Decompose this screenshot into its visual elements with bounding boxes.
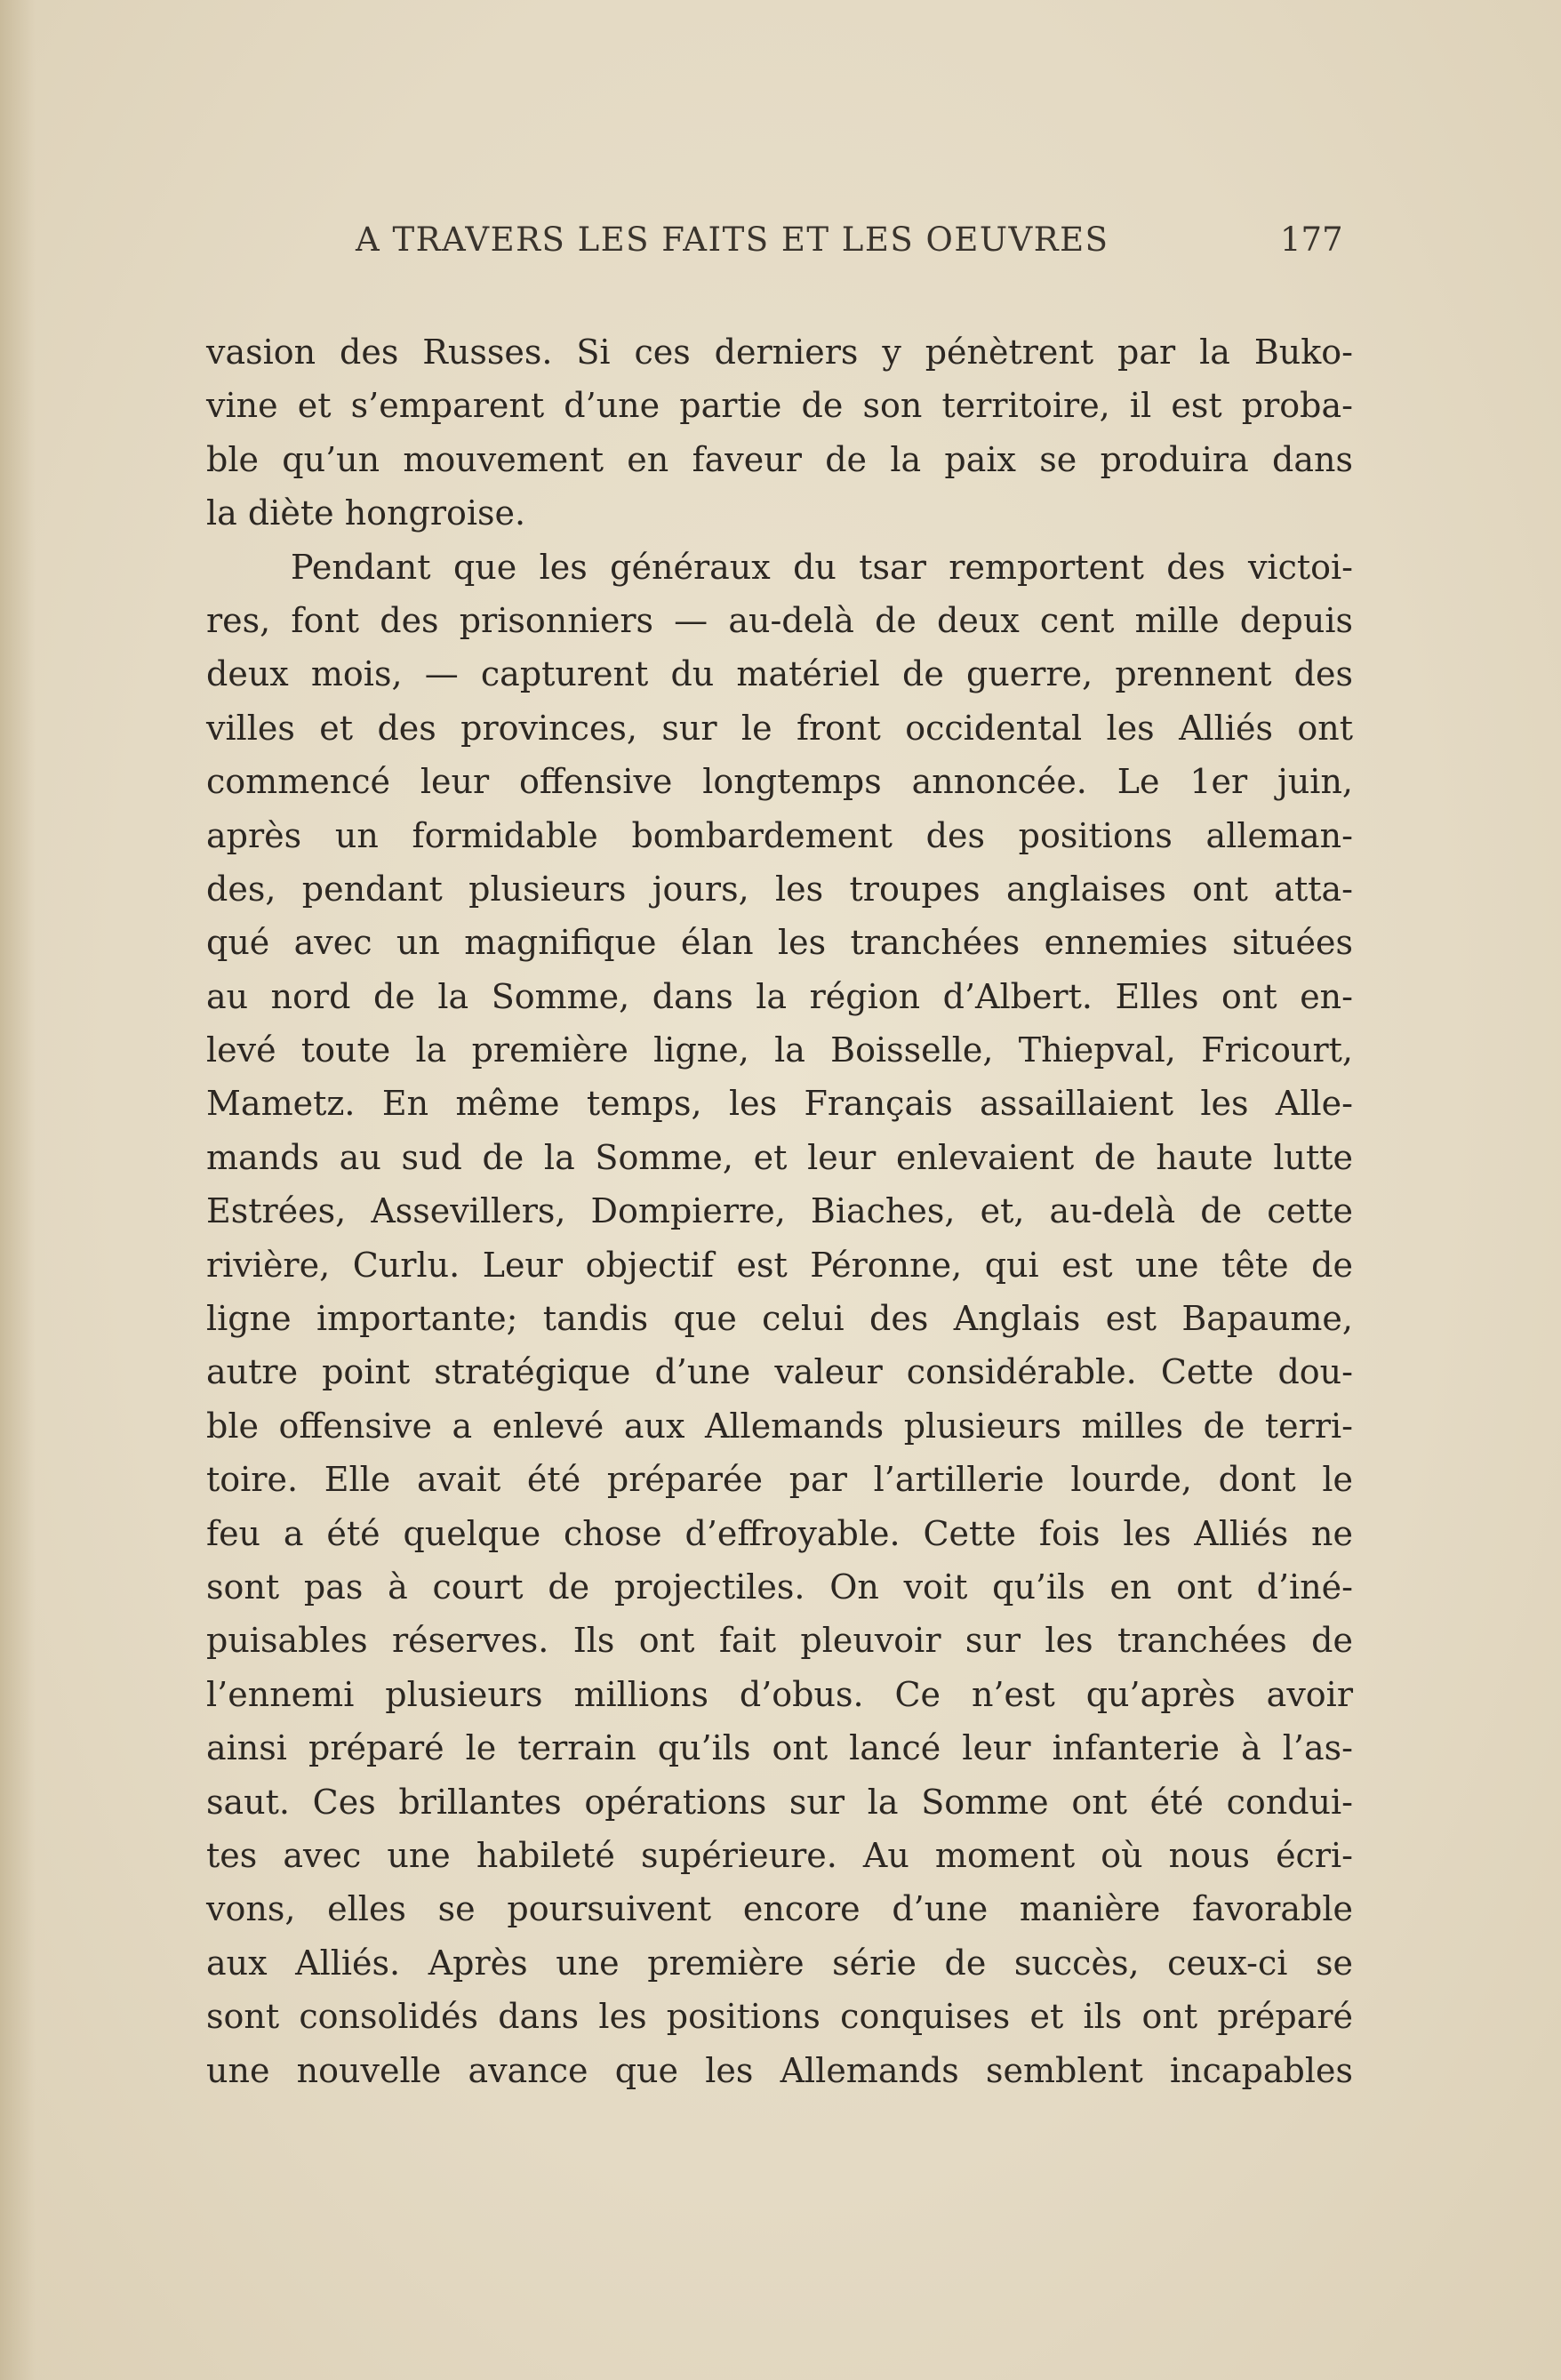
text-line: qué avec un magnifique élan les tranchées ennemies situées: [206, 923, 1353, 963]
text-line: toire. Elle avait été préparée par l’artillerie lourde, dont le: [206, 1460, 1353, 1500]
text-line: l’ennemi plusieurs millions d’obus. Ce n’est qu’après avoir: [206, 1674, 1353, 1714]
text-line: rivière, Curlu. Leur objectif est Péronne, qui est une tête de: [206, 1245, 1353, 1285]
text-line: commencé leur offensive longtemps annoncée. Le 1er juin,: [206, 762, 1353, 802]
text-line: ainsi préparé le terrain qu’ils ont lancé leur infanterie à l’as-: [206, 1728, 1353, 1768]
text-line: une nouvelle avance que les Allemands semblent incapables: [206, 2050, 1353, 2090]
text-line: vasion des Russes. Si ces derniers y pénètrent par la Buko-: [206, 333, 1353, 372]
text-line: saut. Ces brillantes opérations sur la Somme ont été condui-: [206, 1782, 1353, 1822]
text-line: villes et des provinces, sur le front occidental les Alliés ont: [206, 708, 1353, 748]
text-line-paragraph-start: Pendant que les généraux du tsar remportent des victoi-: [291, 547, 1353, 587]
text-line: aux Alliés. Après une première série de succès, ceux-ci se: [206, 1943, 1353, 1983]
text-line: Estrées, Assevillers, Dompierre, Biaches, et, au-delà de cette: [206, 1191, 1353, 1231]
text-line: après un formidable bombardement des positions alleman-: [206, 815, 1353, 855]
text-line: feu a été quelque chose d’effroyable. Cette fois les Alliés ne: [206, 1513, 1353, 1553]
text-line: tes avec une habileté supérieure. Au moment où nous écri-: [206, 1835, 1353, 1875]
body-text: [206, 325, 1353, 2097]
running-head: [356, 220, 1343, 265]
text-line: res, font des prisonniers — au-delà de deux cent mille depuis: [206, 600, 1353, 640]
text-line: la diète hongroise.: [206, 493, 526, 533]
text-line: sont consolidés dans les positions conquises et ils ont préparé: [206, 1997, 1353, 2037]
text-line: ble qu’un mouvement en faveur de la paix se produira dans: [206, 439, 1353, 479]
text-line: ligne importante; tandis que celui des Anglais est Bapaume,: [206, 1299, 1353, 1339]
text-line: deux mois, — capturent du matériel de guerre, prennent des: [206, 654, 1353, 694]
text-line: autre point stratégique d’une valeur considérable. Cette dou-: [206, 1352, 1353, 1392]
text-line: vine et s’emparent d’une partie de son territoire, il est proba-: [206, 386, 1353, 426]
text-line: au nord de la Somme, dans la région d’Albert. Elles ont en-: [206, 976, 1353, 1016]
running-title: A TRAVERS LES FAITS ET LES OEUVRES: [356, 220, 1109, 259]
text-line: Mametz. En même temps, les Français assaillaient les Alle-: [206, 1084, 1353, 1124]
text-line: sont pas à court de projectiles. On voit qu’ils en ont d’iné-: [206, 1567, 1353, 1607]
text-line: levé toute la première ligne, la Boisselle, Thiepval, Fricourt,: [206, 1030, 1353, 1070]
text-line: mands au sud de la Somme, et leur enlevaient de haute lutte: [206, 1137, 1353, 1177]
text-line: des, pendant plusieurs jours, les troupes anglaises ont atta-: [206, 869, 1353, 909]
page-number: 177: [1280, 220, 1343, 259]
text-line: vons, elles se poursuivent encore d’une manière favorable: [206, 1889, 1353, 1929]
page-gutter-shadow: [0, 0, 36, 2380]
text-line: ble offensive a enlevé aux Allemands plusieurs milles de terri-: [206, 1406, 1353, 1446]
text-line: puisables réserves. Ils ont fait pleuvoir sur les tranchées de: [206, 1621, 1353, 1661]
